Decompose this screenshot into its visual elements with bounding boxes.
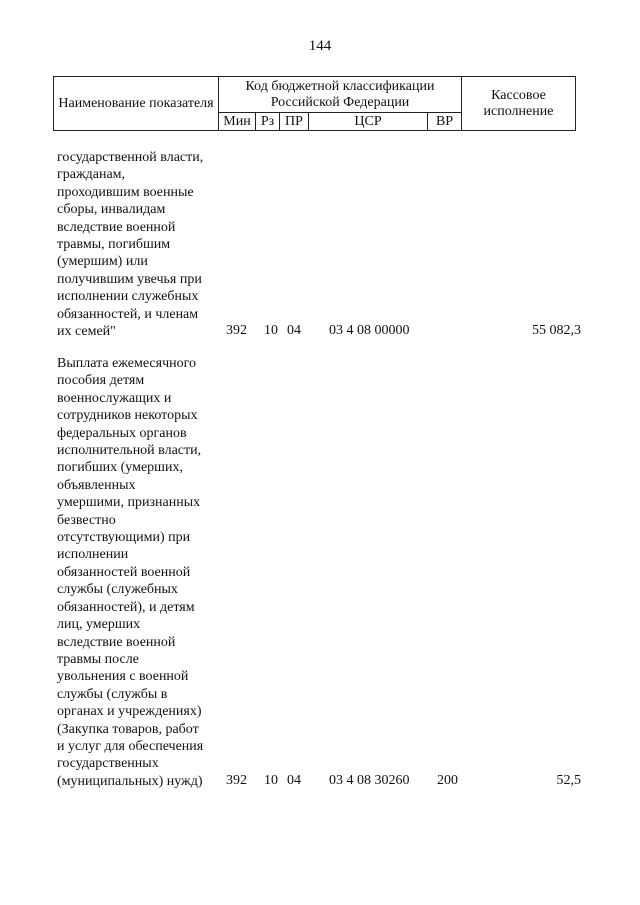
page-number: 144: [308, 38, 332, 54]
header-execution-column: Кассовое исполнение: [462, 77, 576, 131]
header-pr: ПР: [280, 113, 309, 131]
row-min: 392: [226, 323, 247, 338]
row-amount: 55 082,3: [532, 323, 581, 338]
row-vr: 200: [437, 773, 458, 788]
header-vr: ВР: [428, 113, 462, 131]
row-pr: 04: [287, 323, 301, 338]
header-code-column: Код бюджетной классификации Российской Федерации: [219, 77, 462, 113]
row-pr: 04: [287, 773, 301, 788]
header-csr: ЦСР: [309, 113, 428, 131]
header-rz: Рз: [256, 113, 280, 131]
table-header: [53, 76, 576, 131]
header-min: Мин: [219, 113, 256, 131]
row-name: Выплата ежемесячного пособия детям военнослужащих и сотрудников некоторых федеральных органов исполнительной власти, погибших (умерших, объявленных умершими, признанных безвестно отсутствующими) при исполнении обязанностей военной службы (служебных обязанностей), и детям лиц, умерших вследствие военной травмы после увольнения с военной службы (службы в органах и учреждениях) (Закупка товаров, работ и услуг для обеспечения государственных (муниципальных) нужд): [57, 356, 204, 789]
row-rz: 10: [264, 773, 278, 788]
row-csr: 03 4 08 00000: [329, 323, 410, 338]
row-min: 392: [226, 773, 247, 788]
header-name-column: Наименование показателя: [54, 77, 219, 131]
row-rz: 10: [264, 323, 278, 338]
row-name: государственной власти, гражданам, проходившим военные сборы, инвалидам вследствие военной травмы, погибшим (умершим) или получившим увечья при исполнении служебных обязанностей, и членам их семей": [57, 150, 204, 340]
row-amount: 52,5: [556, 773, 581, 788]
row-csr: 03 4 08 30260: [329, 773, 410, 788]
